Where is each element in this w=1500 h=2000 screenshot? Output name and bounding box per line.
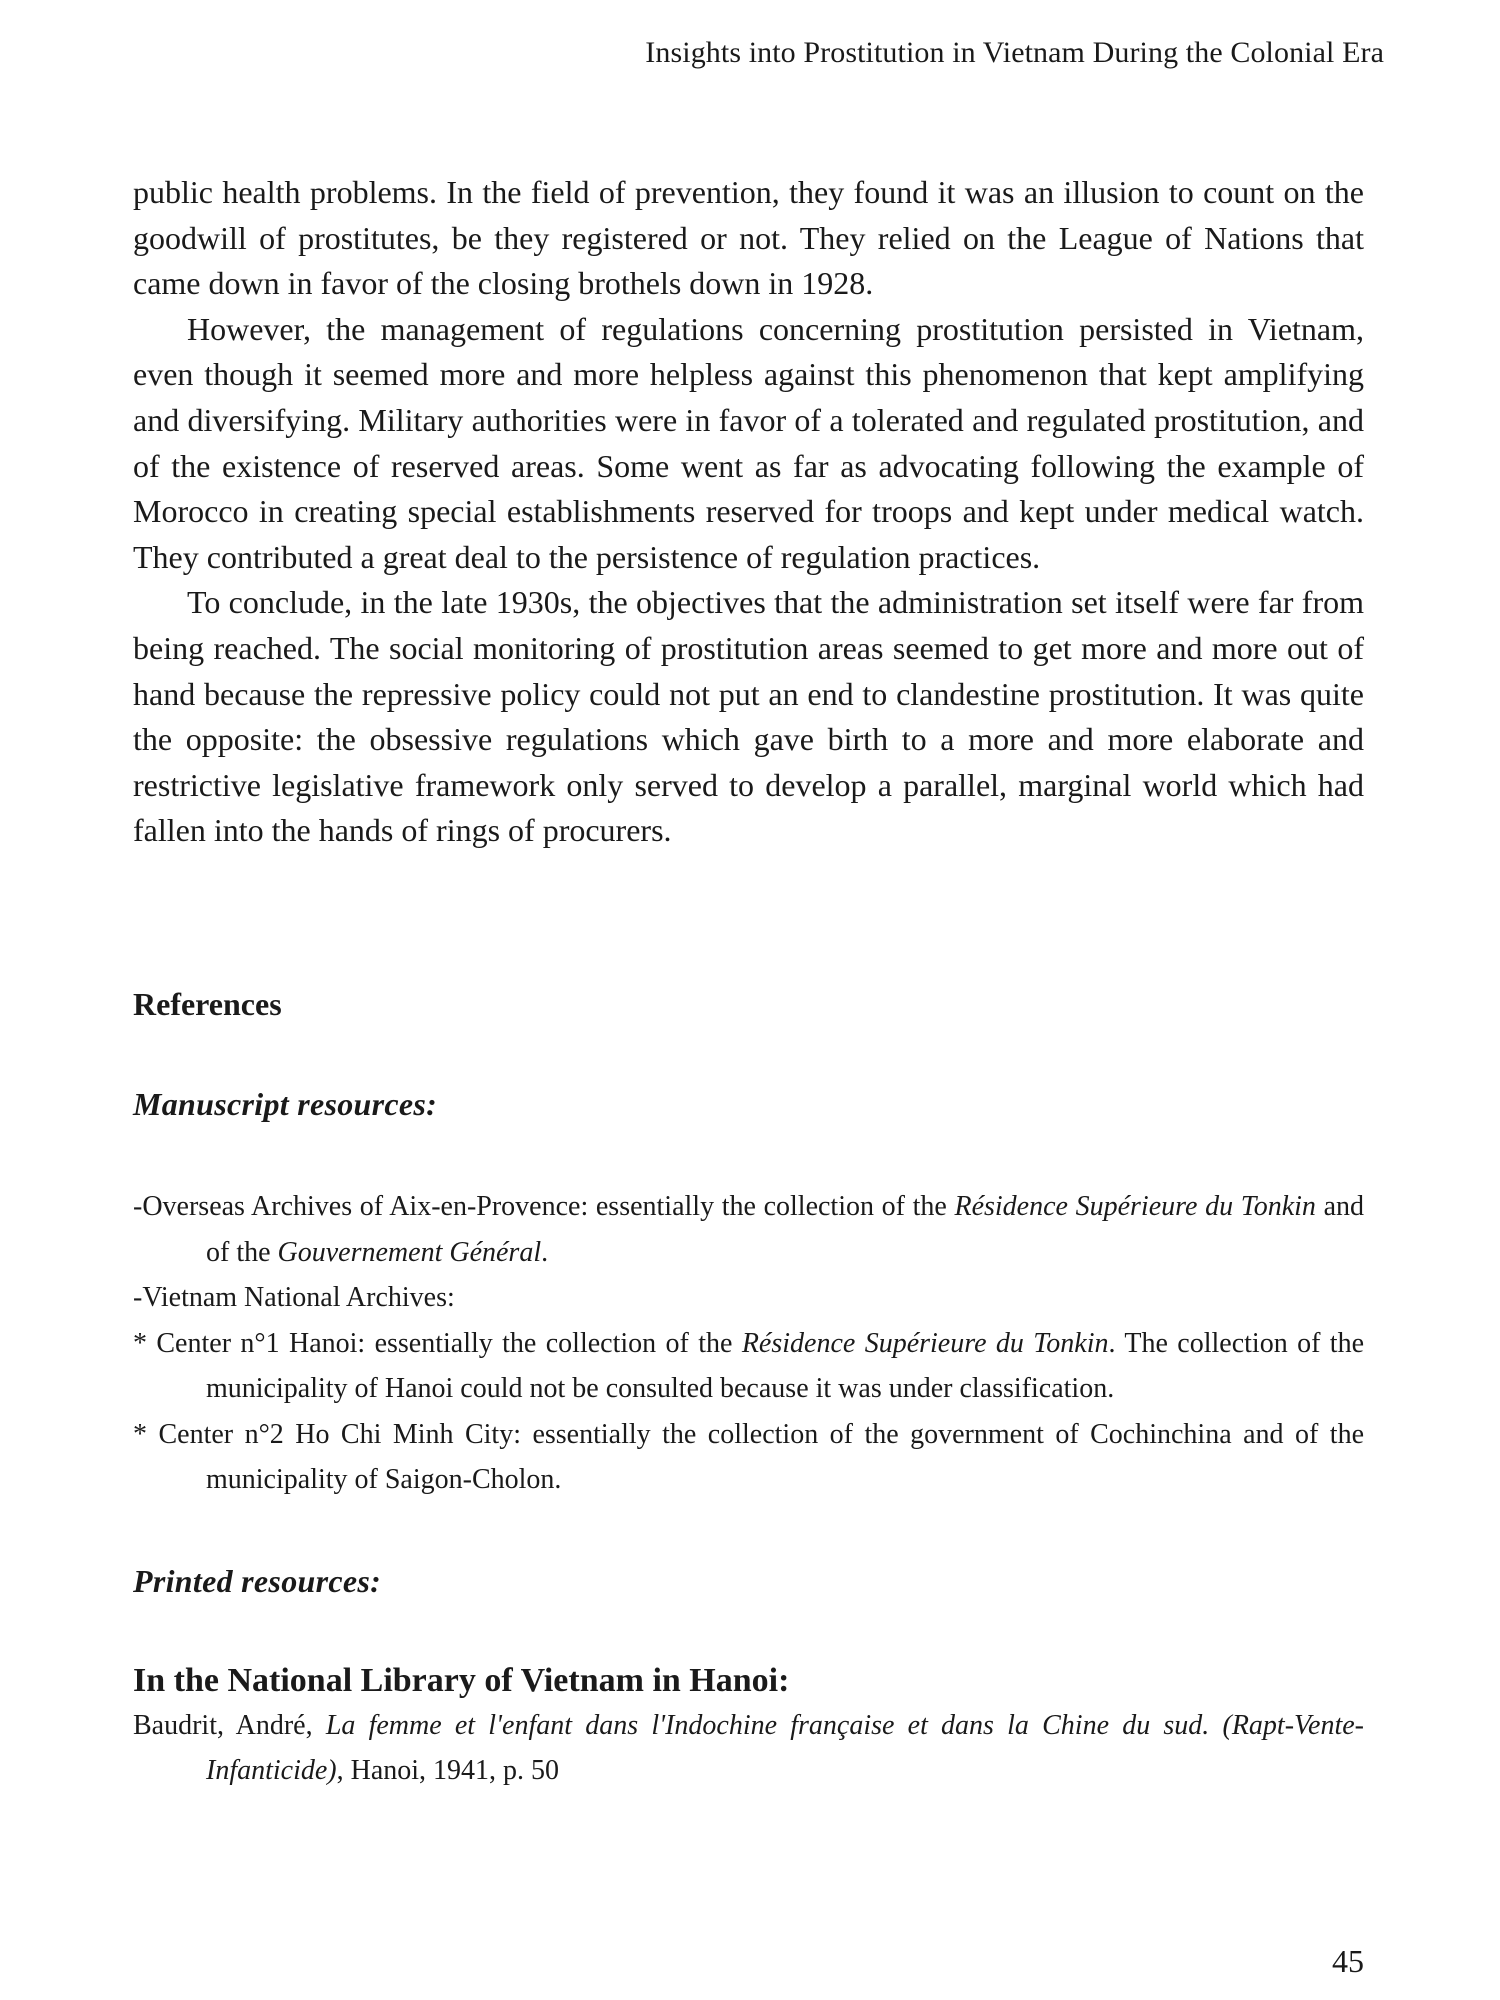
reference-entry: * Center n°1 Hanoi: essentially the collection of the Résidence Supérieure du Tonkin. The collection of the municipality of Hanoi could not be consulted because it was under classification. [133,1327,1364,1404]
reference-entry: -Vietnam National Archives: [133,1282,455,1313]
running-head: Insights into Prostitution in Vietnam During the Colonial Era [645,36,1384,69]
paragraph: However, the management of regulations concerning prostitution persisted in Vietnam, even though it seemed more and more helpless against this phenomenon that kept amplifying and diversifying. Military authorities were in favor of a tolerated and regulated prostitution, and of the existence of reserved areas. Some went as far as advocating following the example of Morocco in creating special establishments reserved for troops and kept under medical watch. They contributed a great deal to the persistence of regulation practices. [133,310,1364,575]
printed-resources-heading: Printed resources: [133,1562,382,1599]
page-number: 45 [1332,1943,1364,1979]
manuscript-resources-heading: Manuscript resources: [133,1086,438,1122]
body-text [133,170,1364,854]
paragraph: public health problems. In the field of prevention, they found it was an illusion to count on the goodwill of prostitutes, be they registered or not. They relied on the League of Nations that came down in favor of the closing brothels down in 1928. [133,174,1364,302]
reference-entry: * Center n°2 Ho Chi Minh City: essentially the collection of the government of Cochinchina and of the municipality of Saigon-Cholon. [133,1418,1364,1495]
paragraph: To conclude, in the late 1930s, the objectives that the administration set itself were far from being reached. The social monitoring of prostitution areas seemed to get more and more out of hand because the repressive policy could not put an end to clandestine prostitution. It was quite the opposite: the obsessive regulations which gave birth to a more and more elaborate and restrictive legislative framework only served to develop a parallel, marginal world which had fallen into the hands of rings of procurers. [133,584,1364,849]
library-heading: In the National Library of Vietnam in Hanoi: [133,1661,790,1699]
references-section [133,982,1364,1794]
references-heading: References [133,986,282,1022]
reference-entry: -Overseas Archives of Aix-en-Provence: essentially the collection of the Résidence Supérieure du Tonkin and of the Gouvernement Général. [133,1191,1365,1268]
reference-entry: Baudrit, André, La femme et l'enfant dans l'Indochine française et dans la Chine du sud. (Rapt-Vente-Infanticide), Hanoi, 1941, p. 50 [133,1709,1364,1786]
